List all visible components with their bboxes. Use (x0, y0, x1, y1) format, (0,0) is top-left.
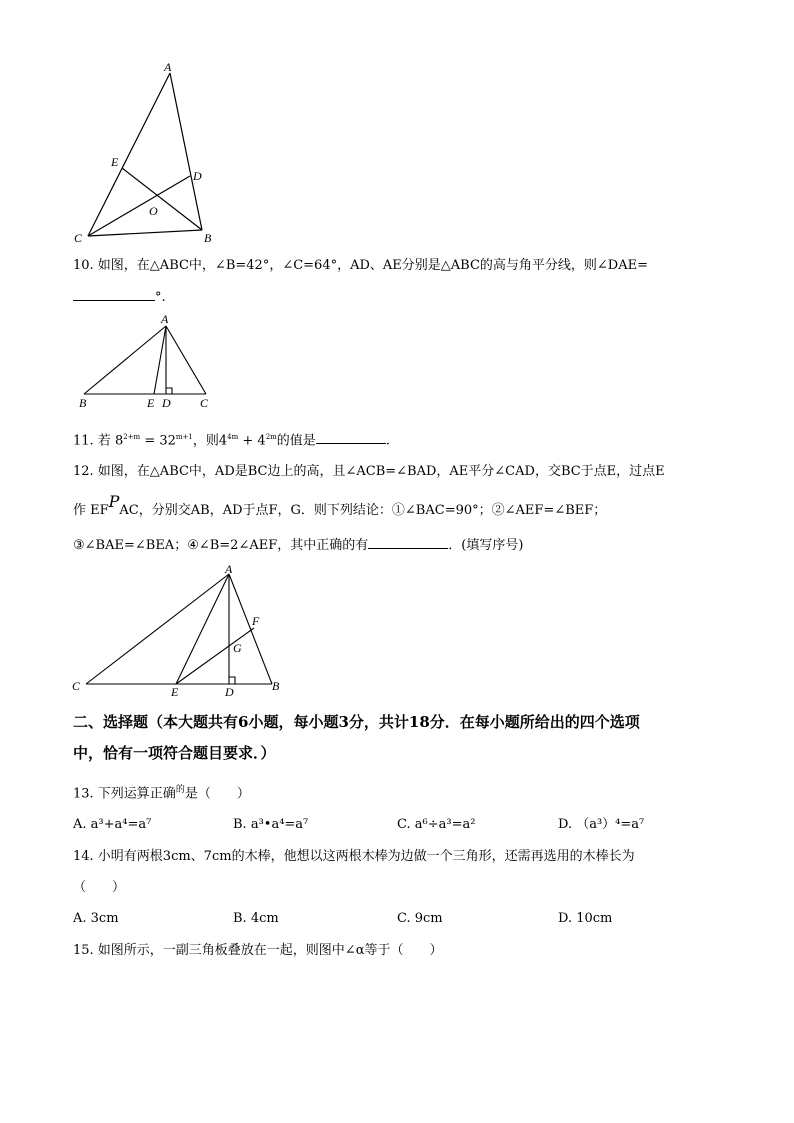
q14-option-b[interactable]: B. 4cm (233, 911, 279, 926)
label-e: E (111, 155, 119, 169)
q12-parallel-symbol: P (108, 492, 120, 511)
q10-stem: 10. 如图，在△ABC中，∠B=42°，∠C=64°，AD、AE分别是△ABC的高与角平分线，则∠DAE= (73, 258, 648, 273)
label-e2: E (147, 396, 155, 410)
svg-text:F: F (252, 614, 260, 628)
q10-text (73, 257, 648, 275)
label-a: A (164, 60, 172, 74)
segment-ce-b (122, 168, 202, 230)
svg-text:G: G (233, 641, 242, 655)
label-o: O (149, 204, 158, 218)
q10-blank[interactable] (73, 288, 155, 301)
figure-triangle-abc-cevians (68, 58, 228, 248)
svg-text:A: A (225, 562, 233, 576)
q10-unit: °. (155, 290, 166, 305)
svg-text:C: C (72, 679, 81, 693)
svg-text:B: B (272, 679, 280, 693)
q13-option-c[interactable]: C. a⁶÷a³=a² (397, 817, 476, 832)
svg-text:D: D (225, 685, 234, 699)
q14-option-a[interactable]: A. 3cm (73, 911, 119, 926)
q14-option-d[interactable]: D. 10cm (558, 911, 613, 926)
q13-option-a[interactable]: A. a³+a⁴=a⁷ (73, 817, 152, 832)
label-a2: A (161, 312, 169, 326)
q10-answer-line (73, 288, 166, 307)
q13-option-d[interactable]: D. （a³）⁴=a⁷ (558, 817, 645, 832)
q12-line1: 12. 如图，在△ABC中，AD是BC边上的高，且∠ACB=∠BAD，AE平分∠CAD，交BC于点E，过点E (73, 464, 665, 479)
q12-line3: ③∠BAE=∠BEA；④∠B=2∠AEF，其中正确的有 ．(填写序号) (73, 538, 524, 553)
q11-blank[interactable] (316, 431, 386, 444)
label-c2: C (200, 396, 209, 410)
q14-stem: 14. 小明有两根3cm、7cm的木棒，他想以这两根木棒为边做一个三角形，还需再选用的木棒长为 (73, 849, 635, 864)
label-c: C (74, 231, 83, 245)
label-d: D (193, 169, 202, 183)
segment-cb (88, 230, 202, 236)
q12-line2: 作 EFPAC，分别交AB，AD于点F，G．则下列结论：①∠BAC=90°；②∠AEF=∠BEF； (73, 492, 607, 518)
q13-option-b[interactable]: B. a³•a⁴=a⁷ (233, 817, 309, 832)
section-heading-line2: 中，恰有一项符合题目要求．） (73, 744, 276, 762)
segment-ab (170, 73, 202, 230)
q15-stem: 15. 如图所示，一副三角板叠放在一起，则图中∠α等于（ ） (73, 943, 443, 958)
figure-triangle-efac (68, 562, 293, 702)
svg-text:E: E (171, 685, 179, 699)
label-b2: B (79, 396, 87, 410)
section-heading-line1: 二、选择题（本大题共有6小题，每小题3分，共计18分．在每小题所给出的四个选项 (73, 713, 640, 731)
label-b: B (204, 231, 212, 245)
q11-text: 11. 若 $8^{2+m} = 32^{m+1}$，则$4^{4m} + 4^{2m}$的值是 . (73, 433, 390, 449)
label-d2: D (162, 396, 171, 410)
q13-stem: 13. 下列运算正确$^的$是（ ） (73, 785, 250, 802)
q14-option-c[interactable]: C. 9cm (397, 911, 443, 926)
figure-triangle-altitude (74, 312, 219, 412)
q12-blank[interactable] (368, 536, 448, 549)
q14-paren: （ ） (73, 880, 126, 895)
